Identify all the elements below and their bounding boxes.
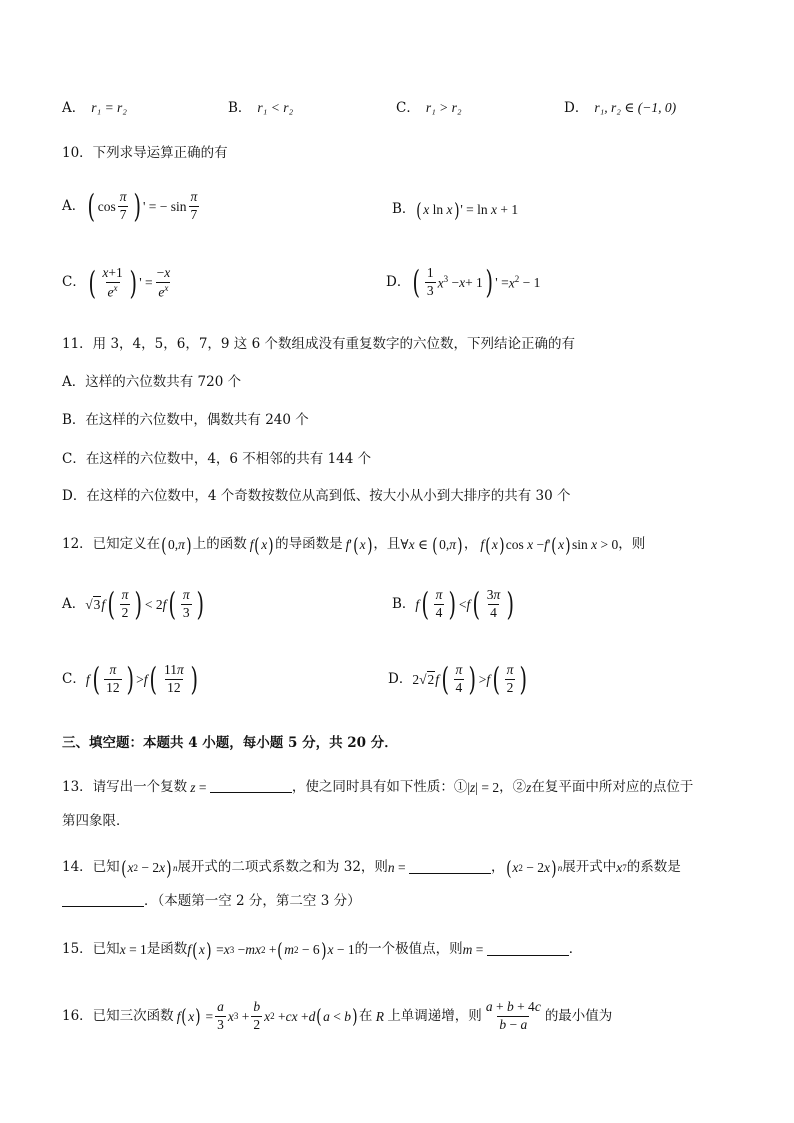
- q13-line2: 第四象限．: [62, 813, 130, 829]
- q14-answer-blank-2: [62, 896, 144, 907]
- q9-option-c: C． r₁ > r₂: [396, 100, 462, 116]
- q13-answer-blank: [210, 782, 292, 793]
- q10-stem: 10．下列求导运算正确的有: [62, 145, 228, 161]
- q13-line1: 13．请写出一个复数 z = ，使之同时具有如下性质：① | z | = 2 ，② z 在复平面中所对应的点位于: [62, 779, 694, 795]
- q11-option-c: C．在这样的六位数中，4，6 不相邻的共有 144 个: [62, 451, 372, 467]
- q11-stem: 11．用 3，4，5，6，7，9 这 6 个数组成没有重复数字的六位数，下列结论正确的有: [62, 336, 575, 352]
- q14-line2: ．（本题第一空 2 分，第二空 3 分）: [62, 895, 361, 909]
- section-heading: 三、填空题：本题共 4 小题，每小题 5 分，共 20 分．: [62, 735, 398, 751]
- q9-option-a: A． r₁ = r₂: [62, 100, 128, 116]
- q10-option-a: A． ( cos $\frac{\pi}{7}$ ) ' = − sin $\frac{\pi}{7}$: [62, 187, 198, 226]
- q14-answer-blank-1: [409, 863, 491, 874]
- q12-option-b: B． f ( $\frac{\pi}{4}$ ) < f ( $\frac{3\pi}{4}$ ): [392, 585, 515, 624]
- q14-line1: 14．已知 ( x 2 − 2 x ) n 展开式的二项式系数之和为 32，则 n = ， ( x 2 − 2 x ) n 展开式中 x 7 的系数是: [62, 856, 681, 880]
- q12-option-a: A． √3 f ( $\frac{\pi}{2}$ ) < 2 f ( $\frac{\pi}{3}$ ): [62, 585, 204, 624]
- q9-option-d: D． r₁, r₂ ∈ (−1, 0): [564, 100, 677, 116]
- q10-option-b: B． ( x ln x ) ' = ln x + 1: [392, 198, 519, 222]
- q15-line: 15．已知 x = 1 是函数 f ( x ) = x 3 − mx 2 + ( m 2 − 6 ) x − 1 的一个极值点，则 m = ．: [62, 938, 583, 962]
- q12-option-c: C． f ( $\frac{\pi}{12}$ ) > f ( $\frac{11\pi}{12}$ ): [62, 660, 198, 699]
- q12-option-d: D． 2√2 f ( $\frac{\pi}{4}$ ) > f ( $\frac{\pi}{2}$ ): [388, 660, 528, 699]
- q10-option-d: D． ( $\frac{1}{3}$ $x^3$ − x + 1 ) ' = $x^2$ − 1: [386, 263, 541, 302]
- q9-option-b: B． r₁ < r₂: [228, 100, 294, 116]
- q16-line: 16．已知三次函数 f ( x ) = $\frac{a}{3}$ x 3 + $\frac{b}{2}$ x 2 + cx + d ( a < b ) 在 R 上单调递增，则 $\frac{a + b + 4c}{b - a}$ 的最小值为: [62, 999, 613, 1032]
- q15-answer-blank: [487, 945, 569, 956]
- q11-option-a: A．这样的六位数共有 720 个: [62, 374, 242, 390]
- q12-stem: 12．已知定义在 ( 0, π ) 上的函数 f ( x ) 的导函数是 f ' ( x ) ，且 ∀ x ∈ ( 0, π ) ， f ( x ) cos x − f ' ( x ) sin x > 0 ，则: [62, 533, 646, 557]
- q11-option-d: D．在这样的六位数中，4 个奇数按数位从高到低、按大小从小到大排序的共有 30 个: [62, 488, 571, 504]
- q11-option-b: B．在这样的六位数中，偶数共有 240 个: [62, 412, 309, 428]
- q10-option-c: C． ( $\frac{x+1}{e^x}$ ) ' = $\frac{-x}{e^x}$: [62, 264, 171, 303]
